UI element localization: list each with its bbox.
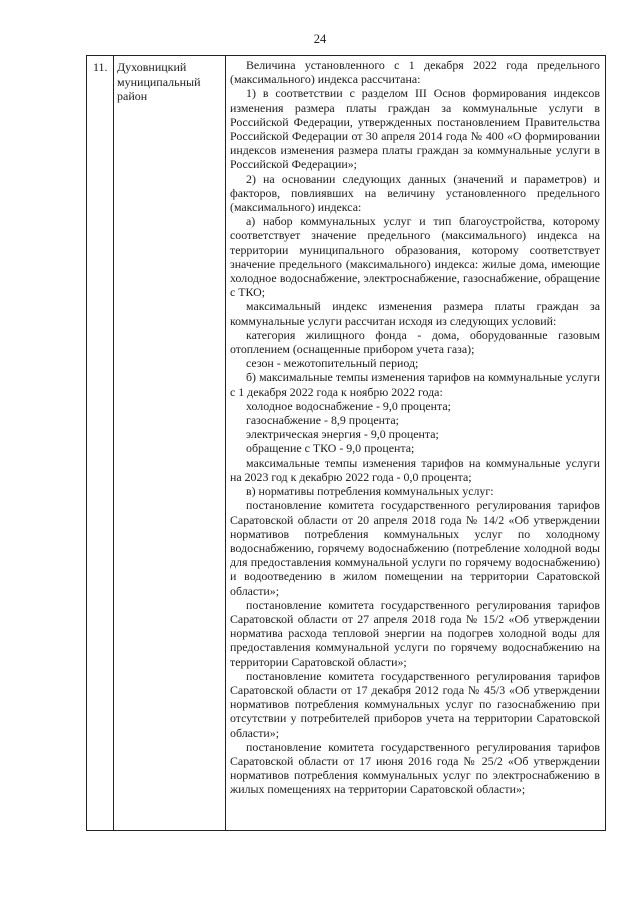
- table-row: [87, 56, 606, 831]
- paragraph: постановление комитета государственного регулирования тарифов Саратовской области от 20 апреля 2018 года № 14/2 «Об утверждении нормативов потребления коммунальных услуг по холодному водоснабжению, горячему водоснабжению (потребление холодной воды для предоставления коммунальной услуги по горячему водоснабжению) и водоотведению в жилом помещении на территории Саратовской области»;: [230, 498, 600, 598]
- paragraph: постановление комитета государственного регулирования тарифов Саратовской области от 17 декабря 2012 года № 45/3 «Об утверждении нормативов потребления коммунальных услуг по газоснабжению при отсутствии у потребителей приборов учета на территории Саратовской области»;: [230, 668, 600, 740]
- justification-text: [226, 56, 606, 831]
- paragraph: б) максимальные темпы изменения тарифов на коммунальные услуги с 1 декабря 2022 года к ноябрю 2022 года:: [230, 370, 600, 399]
- paragraph: сезон - межотопительный период;: [246, 356, 419, 371]
- paragraph: газоснабжение - 8,9 процента;: [246, 413, 399, 428]
- paragraph: максимальные темпы изменения тарифов на коммунальные услуги на 2023 год к декабрю 2022 года - 0,0 процента;: [230, 455, 600, 484]
- paragraph: обращение с ТКО - 9,0 процента;: [246, 441, 415, 456]
- district-name: Духовницкий муниципальный район: [114, 56, 226, 831]
- paragraph: в) нормативы потребления коммунальных услуг:: [246, 484, 494, 499]
- paragraph: Величина установленного с 1 декабря 2022 года предельного (максимального) индекса рассчитана:: [230, 58, 600, 87]
- tariff-index-table: [86, 55, 606, 831]
- row-index: 11.: [87, 56, 114, 831]
- paragraph: постановление комитета государственного регулирования тарифов Саратовской области от 17 июня 2016 года № 25/2 «Об утверждении нормативов потребления коммунальных услуг по электроснабжению в жилых помещениях на территории Саратовской области»;: [230, 739, 600, 797]
- paragraph: постановление комитета государственного регулирования тарифов Саратовской области от 27 апреля 2018 года № 15/2 «Об утверждении норматива расхода тепловой энергии на подогрев холодной воды для предоставления коммунальной услуги по горячему водоснабжению на территории Саратовской области»;: [230, 597, 600, 669]
- paragraph: холодное водоснабжение - 9,0 процента;: [246, 398, 451, 413]
- paragraph: категория жилищного фонда - дома, оборудованные газовым отоплением (оснащенные прибором учета газа);: [230, 327, 600, 357]
- paragraph: 1) в соответствии с разделом III Основ формирования индексов изменения размера платы граждан за коммунальные услуги в Российской Федерации, утвержденных постановлением Правительства Российской Федерации от 30 апреля 2014 года № 400 «О формировании индексов изменения размера платы граждан за коммунальные услуги в Российской Федерации»;: [230, 86, 600, 172]
- page-number: 24: [313, 32, 327, 46]
- paragraph: 2) на основании следующих данных (значений и параметров) и факторов, повлиявших на величину установленного предельного (максимального) индекса:: [230, 171, 600, 215]
- paragraph: а) набор коммунальных услуг и тип благоустройства, которому соответствует значение предельного (максимального) индекса на территории муниципального образования, которому соответствует значение предельного (максимального) индекса: жилые дома, имеющие холодное водоснабжение, электроснабжение, газоснабжение, обращение с ТКО;: [230, 214, 600, 300]
- paragraph: максимальный индекс изменения размера платы граждан за коммунальные услуги рассчитан исходя из следующих условий:: [230, 299, 600, 328]
- paragraph: электрическая энергия - 9,0 процента;: [246, 427, 439, 442]
